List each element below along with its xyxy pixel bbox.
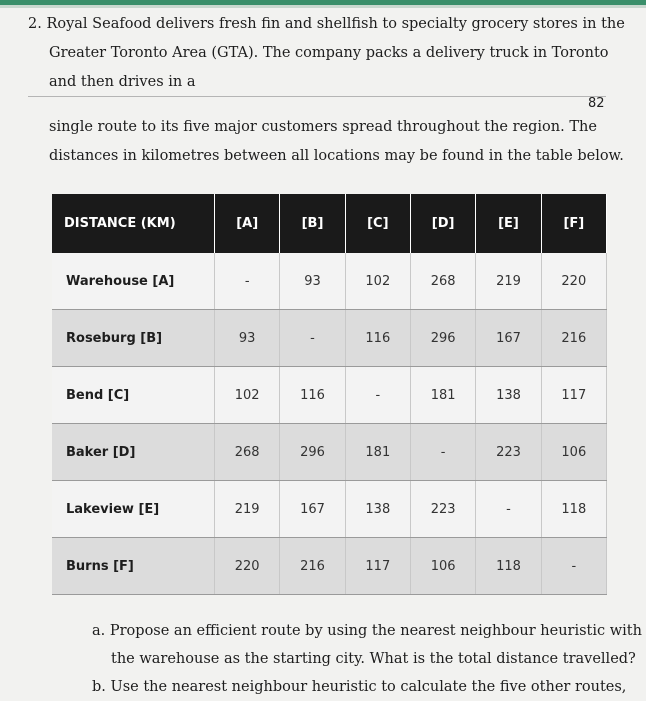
table-cell: 223	[476, 424, 541, 481]
page-number: 82	[588, 96, 605, 111]
table-header-row	[52, 194, 607, 253]
table-cell: 220	[215, 538, 280, 595]
question-line-4: single route to its five major customers spread throughout the region. The	[49, 119, 597, 135]
table-cell: 102	[345, 253, 410, 310]
table-cell: 106	[410, 538, 475, 595]
table-cell: 216	[280, 538, 345, 595]
table-cell: 181	[410, 367, 475, 424]
table-cell: 296	[280, 424, 345, 481]
subquestion-a-line-2: the warehouse as the starting city. What is the total distance travelled?	[111, 651, 636, 667]
distance-table	[52, 194, 607, 595]
table-cell: 220	[541, 253, 606, 310]
table-row	[52, 424, 607, 481]
table-cell: 167	[280, 481, 345, 538]
row-label: Bend [C]	[52, 367, 215, 424]
row-label: Burns [F]	[52, 538, 215, 595]
row-label: Warehouse [A]	[52, 253, 215, 310]
table-cell: 116	[345, 310, 410, 367]
table-cell: 219	[476, 253, 541, 310]
table-cell: 116	[280, 367, 345, 424]
page-divider	[28, 96, 606, 97]
question-intro	[28, 10, 628, 97]
top-accent-shadow	[0, 5, 646, 8]
column-header: [B]	[280, 194, 345, 253]
table-row	[52, 253, 607, 310]
table-cell: 268	[410, 253, 475, 310]
question-continued	[49, 113, 624, 171]
subquestion-b-line-1: b. Use the nearest neighbour heuristic to calculate the five other routes,	[92, 679, 627, 695]
question-line-3: and then drives in a	[49, 74, 196, 90]
table-cell: -	[345, 367, 410, 424]
table-cell: 138	[476, 367, 541, 424]
table-cell: 118	[541, 481, 606, 538]
question-line-2: Greater Toronto Area (GTA). The company packs a delivery truck in Toronto	[49, 45, 609, 61]
table-row	[52, 538, 607, 595]
table-cell: 167	[476, 310, 541, 367]
table-cell: 296	[410, 310, 475, 367]
table-cell: 223	[410, 481, 475, 538]
table-cell: 106	[541, 424, 606, 481]
table-cell: 138	[345, 481, 410, 538]
table-cell: 117	[345, 538, 410, 595]
row-label: Lakeview [E]	[52, 481, 215, 538]
table-row	[52, 310, 607, 367]
table-cell: -	[541, 538, 606, 595]
table-cell: 219	[215, 481, 280, 538]
question-line-5: distances in kilometres between all locations may be found in the table below.	[49, 148, 624, 164]
question-line-1: Royal Seafood delivers fresh fin and shellfish to specialty grocery stores in the	[46, 16, 625, 32]
table-cell: 117	[541, 367, 606, 424]
column-header: [F]	[541, 194, 606, 253]
corner-header: DISTANCE (KM)	[52, 194, 215, 253]
table-row	[52, 367, 607, 424]
table-cell: -	[215, 253, 280, 310]
column-header: [E]	[476, 194, 541, 253]
column-header: [C]	[345, 194, 410, 253]
table-row	[52, 481, 607, 538]
table-cell: 93	[280, 253, 345, 310]
sub-questions	[92, 617, 642, 701]
table-cell: 93	[215, 310, 280, 367]
table-cell: -	[476, 481, 541, 538]
subquestion-a-line-1: a. Propose an efficient route by using the nearest neighbour heuristic with	[92, 623, 642, 639]
question-number: 2.	[28, 16, 42, 32]
row-label: Baker [D]	[52, 424, 215, 481]
row-label: Roseburg [B]	[52, 310, 215, 367]
table-cell: 118	[476, 538, 541, 595]
table-cell: 181	[345, 424, 410, 481]
table-cell: 102	[215, 367, 280, 424]
table-cell: -	[280, 310, 345, 367]
distance-table-wrapper	[52, 194, 607, 590]
column-header: [A]	[215, 194, 280, 253]
table-cell: 268	[215, 424, 280, 481]
column-header: [D]	[410, 194, 475, 253]
table-cell: 216	[541, 310, 606, 367]
table-cell: -	[410, 424, 475, 481]
